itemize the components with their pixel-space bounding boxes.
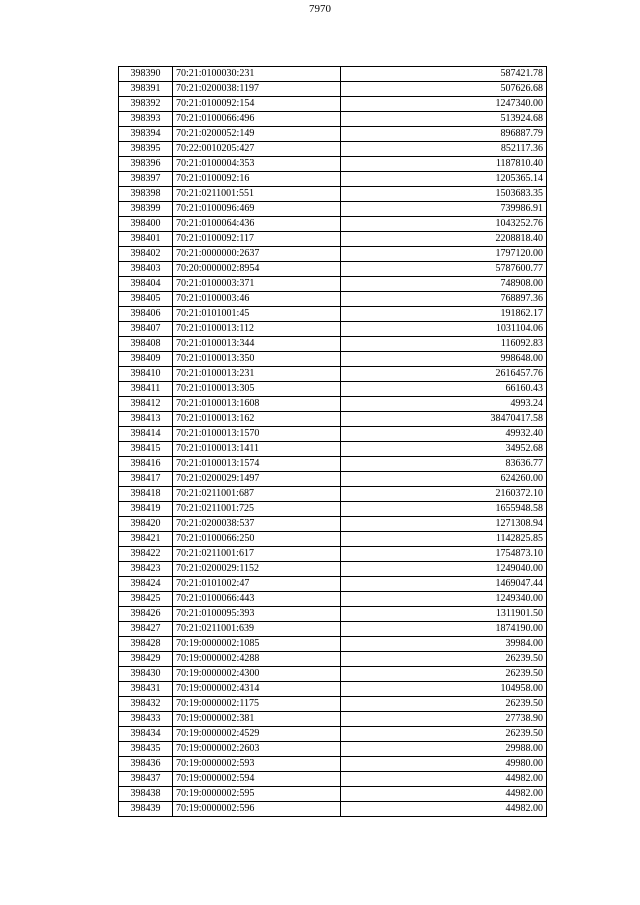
record-number-cell: 398415 bbox=[119, 442, 173, 457]
cadastral-number-cell: 70:21:0100013:162 bbox=[173, 412, 341, 427]
table-row bbox=[119, 67, 547, 82]
table-row bbox=[119, 142, 547, 157]
record-number-cell: 398396 bbox=[119, 157, 173, 172]
table-body bbox=[119, 67, 547, 817]
cadastral-number-cell: 70:21:0211001:725 bbox=[173, 502, 341, 517]
cadastral-value-table bbox=[118, 66, 547, 817]
cadastral-number-cell: 70:21:0200052:149 bbox=[173, 127, 341, 142]
cadastral-value-cell: 1187810.40 bbox=[341, 157, 547, 172]
table-row bbox=[119, 442, 547, 457]
cadastral-value-cell: 1043252.76 bbox=[341, 217, 547, 232]
cadastral-value-cell: 748908.00 bbox=[341, 277, 547, 292]
cadastral-number-cell: 70:21:0100013:1570 bbox=[173, 427, 341, 442]
record-number-cell: 398436 bbox=[119, 757, 173, 772]
cadastral-value-cell: 768897.36 bbox=[341, 292, 547, 307]
cadastral-value-cell: 26239.50 bbox=[341, 727, 547, 742]
cadastral-value-cell: 191862.17 bbox=[341, 307, 547, 322]
table-row bbox=[119, 712, 547, 727]
record-number-cell: 398402 bbox=[119, 247, 173, 262]
cadastral-number-cell: 70:21:0100066:443 bbox=[173, 592, 341, 607]
cadastral-number-cell: 70:21:0200029:1152 bbox=[173, 562, 341, 577]
cadastral-value-cell: 852117.36 bbox=[341, 142, 547, 157]
table-row bbox=[119, 577, 547, 592]
table-row bbox=[119, 157, 547, 172]
cadastral-value-cell: 739986.91 bbox=[341, 202, 547, 217]
record-number-cell: 398409 bbox=[119, 352, 173, 367]
table-row bbox=[119, 787, 547, 802]
table-row bbox=[119, 382, 547, 397]
cadastral-number-cell: 70:21:0211001:551 bbox=[173, 187, 341, 202]
record-number-cell: 398423 bbox=[119, 562, 173, 577]
cadastral-number-cell: 70:21:0101001:45 bbox=[173, 307, 341, 322]
table-row bbox=[119, 352, 547, 367]
table-row bbox=[119, 772, 547, 787]
table-row bbox=[119, 112, 547, 127]
record-number-cell: 398411 bbox=[119, 382, 173, 397]
cadastral-value-cell: 513924.68 bbox=[341, 112, 547, 127]
cadastral-value-cell: 26239.50 bbox=[341, 697, 547, 712]
cadastral-value-cell: 44982.00 bbox=[341, 787, 547, 802]
record-number-cell: 398421 bbox=[119, 532, 173, 547]
record-number-cell: 398390 bbox=[119, 67, 173, 82]
cadastral-number-cell: 70:21:0100013:350 bbox=[173, 352, 341, 367]
record-number-cell: 398394 bbox=[119, 127, 173, 142]
cadastral-number-cell: 70:21:0000000:2637 bbox=[173, 247, 341, 262]
record-number-cell: 398400 bbox=[119, 217, 173, 232]
table-row bbox=[119, 307, 547, 322]
cadastral-value-cell: 44982.00 bbox=[341, 802, 547, 817]
table-row bbox=[119, 127, 547, 142]
cadastral-number-cell: 70:19:0000002:1175 bbox=[173, 697, 341, 712]
record-number-cell: 398414 bbox=[119, 427, 173, 442]
record-number-cell: 398408 bbox=[119, 337, 173, 352]
cadastral-value-cell: 2160372.10 bbox=[341, 487, 547, 502]
table-row bbox=[119, 262, 547, 277]
cadastral-value-cell: 1754873.10 bbox=[341, 547, 547, 562]
cadastral-number-cell: 70:21:0100066:496 bbox=[173, 112, 341, 127]
record-number-cell: 398403 bbox=[119, 262, 173, 277]
cadastral-value-cell: 49980.00 bbox=[341, 757, 547, 772]
cadastral-number-cell: 70:21:0100092:16 bbox=[173, 172, 341, 187]
record-number-cell: 398420 bbox=[119, 517, 173, 532]
cadastral-value-cell: 2208818.40 bbox=[341, 232, 547, 247]
table-row bbox=[119, 592, 547, 607]
cadastral-value-cell: 507626.68 bbox=[341, 82, 547, 97]
record-number-cell: 398425 bbox=[119, 592, 173, 607]
table-row bbox=[119, 277, 547, 292]
cadastral-number-cell: 70:22:0010205:427 bbox=[173, 142, 341, 157]
record-number-cell: 398404 bbox=[119, 277, 173, 292]
cadastral-value-cell: 44982.00 bbox=[341, 772, 547, 787]
table-row bbox=[119, 517, 547, 532]
cadastral-value-cell: 1249340.00 bbox=[341, 592, 547, 607]
record-number-cell: 398395 bbox=[119, 142, 173, 157]
cadastral-value-cell: 38470417.58 bbox=[341, 412, 547, 427]
cadastral-number-cell: 70:21:0100066:250 bbox=[173, 532, 341, 547]
table-row bbox=[119, 532, 547, 547]
cadastral-number-cell: 70:21:0211001:639 bbox=[173, 622, 341, 637]
cadastral-number-cell: 70:21:0100003:371 bbox=[173, 277, 341, 292]
table-row bbox=[119, 412, 547, 427]
cadastral-number-cell: 70:19:0000002:595 bbox=[173, 787, 341, 802]
cadastral-value-cell: 27738.90 bbox=[341, 712, 547, 727]
table-row bbox=[119, 322, 547, 337]
record-number-cell: 398437 bbox=[119, 772, 173, 787]
table-row bbox=[119, 232, 547, 247]
cadastral-number-cell: 70:21:0100096:469 bbox=[173, 202, 341, 217]
cadastral-value-cell: 587421.78 bbox=[341, 67, 547, 82]
cadastral-number-cell: 70:19:0000002:4529 bbox=[173, 727, 341, 742]
table-row bbox=[119, 742, 547, 757]
cadastral-number-cell: 70:20:0000002:8954 bbox=[173, 262, 341, 277]
cadastral-number-cell: 70:21:0100004:353 bbox=[173, 157, 341, 172]
cadastral-number-cell: 70:19:0000002:4314 bbox=[173, 682, 341, 697]
record-number-cell: 398405 bbox=[119, 292, 173, 307]
table-row bbox=[119, 682, 547, 697]
table-row bbox=[119, 547, 547, 562]
cadastral-value-cell: 1655948.58 bbox=[341, 502, 547, 517]
cadastral-number-cell: 70:21:0100013:112 bbox=[173, 322, 341, 337]
cadastral-value-cell: 26239.50 bbox=[341, 652, 547, 667]
cadastral-number-cell: 70:21:0100013:305 bbox=[173, 382, 341, 397]
cadastral-value-cell: 26239.50 bbox=[341, 667, 547, 682]
cadastral-value-cell: 624260.00 bbox=[341, 472, 547, 487]
table-row bbox=[119, 757, 547, 772]
cadastral-value-cell: 49932.40 bbox=[341, 427, 547, 442]
cadastral-value-cell: 1797120.00 bbox=[341, 247, 547, 262]
cadastral-value-cell: 998648.00 bbox=[341, 352, 547, 367]
cadastral-value-cell: 29988.00 bbox=[341, 742, 547, 757]
cadastral-value-cell: 1874190.00 bbox=[341, 622, 547, 637]
cadastral-number-cell: 70:21:0200029:1497 bbox=[173, 472, 341, 487]
table-row bbox=[119, 97, 547, 112]
record-number-cell: 398406 bbox=[119, 307, 173, 322]
record-number-cell: 398426 bbox=[119, 607, 173, 622]
record-number-cell: 398417 bbox=[119, 472, 173, 487]
record-number-cell: 398438 bbox=[119, 787, 173, 802]
cadastral-number-cell: 70:21:0200038:1197 bbox=[173, 82, 341, 97]
record-number-cell: 398399 bbox=[119, 202, 173, 217]
cadastral-number-cell: 70:21:0100013:1608 bbox=[173, 397, 341, 412]
table-row bbox=[119, 487, 547, 502]
cadastral-value-cell: 1469047.44 bbox=[341, 577, 547, 592]
record-number-cell: 398401 bbox=[119, 232, 173, 247]
table-row bbox=[119, 367, 547, 382]
table-row bbox=[119, 397, 547, 412]
cadastral-value-cell: 1031104.06 bbox=[341, 322, 547, 337]
cadastral-number-cell: 70:21:0100092:154 bbox=[173, 97, 341, 112]
table-row bbox=[119, 472, 547, 487]
cadastral-value-cell: 896887.79 bbox=[341, 127, 547, 142]
table-row bbox=[119, 502, 547, 517]
record-number-cell: 398430 bbox=[119, 667, 173, 682]
table-row bbox=[119, 667, 547, 682]
cadastral-number-cell: 70:21:0100092:117 bbox=[173, 232, 341, 247]
cadastral-number-cell: 70:21:0100030:231 bbox=[173, 67, 341, 82]
cadastral-number-cell: 70:19:0000002:2603 bbox=[173, 742, 341, 757]
cadastral-value-cell: 34952.68 bbox=[341, 442, 547, 457]
table-row bbox=[119, 607, 547, 622]
cadastral-number-cell: 70:21:0211001:687 bbox=[173, 487, 341, 502]
record-number-cell: 398435 bbox=[119, 742, 173, 757]
cadastral-value-cell: 66160.43 bbox=[341, 382, 547, 397]
cadastral-number-cell: 70:21:0211001:617 bbox=[173, 547, 341, 562]
cadastral-value-cell: 1249040.00 bbox=[341, 562, 547, 577]
table-row bbox=[119, 172, 547, 187]
cadastral-value-cell: 2616457.76 bbox=[341, 367, 547, 382]
record-number-cell: 398410 bbox=[119, 367, 173, 382]
table-row bbox=[119, 427, 547, 442]
cadastral-value-cell: 4993.24 bbox=[341, 397, 547, 412]
record-number-cell: 398418 bbox=[119, 487, 173, 502]
table-row bbox=[119, 622, 547, 637]
table-row bbox=[119, 802, 547, 817]
record-number-cell: 398407 bbox=[119, 322, 173, 337]
cadastral-number-cell: 70:21:0100013:1411 bbox=[173, 442, 341, 457]
cadastral-value-cell: 5787600.77 bbox=[341, 262, 547, 277]
cadastral-number-cell: 70:21:0100013:231 bbox=[173, 367, 341, 382]
cadastral-number-cell: 70:19:0000002:594 bbox=[173, 772, 341, 787]
cadastral-number-cell: 70:21:0100095:393 bbox=[173, 607, 341, 622]
record-number-cell: 398416 bbox=[119, 457, 173, 472]
table-row bbox=[119, 217, 547, 232]
cadastral-value-cell: 1271308.94 bbox=[341, 517, 547, 532]
record-number-cell: 398439 bbox=[119, 802, 173, 817]
record-number-cell: 398427 bbox=[119, 622, 173, 637]
cadastral-number-cell: 70:19:0000002:596 bbox=[173, 802, 341, 817]
cadastral-value-cell: 39984.00 bbox=[341, 637, 547, 652]
table-row bbox=[119, 727, 547, 742]
record-number-cell: 398424 bbox=[119, 577, 173, 592]
cadastral-number-cell: 70:21:0101002:47 bbox=[173, 577, 341, 592]
record-number-cell: 398422 bbox=[119, 547, 173, 562]
cadastral-value-cell: 1247340.00 bbox=[341, 97, 547, 112]
page-number: 7970 bbox=[309, 3, 331, 15]
table-row bbox=[119, 292, 547, 307]
record-number-cell: 398392 bbox=[119, 97, 173, 112]
record-number-cell: 398393 bbox=[119, 112, 173, 127]
cadastral-value-cell: 1311901.50 bbox=[341, 607, 547, 622]
table-row bbox=[119, 562, 547, 577]
cadastral-number-cell: 70:21:0100003:46 bbox=[173, 292, 341, 307]
record-number-cell: 398419 bbox=[119, 502, 173, 517]
table-row bbox=[119, 637, 547, 652]
cadastral-number-cell: 70:19:0000002:4288 bbox=[173, 652, 341, 667]
record-number-cell: 398432 bbox=[119, 697, 173, 712]
table-row bbox=[119, 457, 547, 472]
table-row bbox=[119, 247, 547, 262]
cadastral-number-cell: 70:19:0000002:1085 bbox=[173, 637, 341, 652]
cadastral-number-cell: 70:19:0000002:381 bbox=[173, 712, 341, 727]
record-number-cell: 398433 bbox=[119, 712, 173, 727]
cadastral-number-cell: 70:21:0100013:344 bbox=[173, 337, 341, 352]
cadastral-number-cell: 70:19:0000002:4300 bbox=[173, 667, 341, 682]
cadastral-value-cell: 1503683.35 bbox=[341, 187, 547, 202]
table-row bbox=[119, 337, 547, 352]
cadastral-number-cell: 70:19:0000002:593 bbox=[173, 757, 341, 772]
table-row bbox=[119, 187, 547, 202]
cadastral-number-cell: 70:21:0100064:436 bbox=[173, 217, 341, 232]
record-number-cell: 398398 bbox=[119, 187, 173, 202]
record-number-cell: 398434 bbox=[119, 727, 173, 742]
table-row bbox=[119, 697, 547, 712]
record-number-cell: 398428 bbox=[119, 637, 173, 652]
cadastral-value-cell: 1205365.14 bbox=[341, 172, 547, 187]
cadastral-number-cell: 70:21:0100013:1574 bbox=[173, 457, 341, 472]
record-number-cell: 398391 bbox=[119, 82, 173, 97]
record-number-cell: 398413 bbox=[119, 412, 173, 427]
cadastral-value-cell: 1142825.85 bbox=[341, 532, 547, 547]
cadastral-value-cell: 83636.77 bbox=[341, 457, 547, 472]
table-row bbox=[119, 652, 547, 667]
record-number-cell: 398412 bbox=[119, 397, 173, 412]
table-row bbox=[119, 82, 547, 97]
record-number-cell: 398431 bbox=[119, 682, 173, 697]
cadastral-value-cell: 116092.83 bbox=[341, 337, 547, 352]
cadastral-value-cell: 104958.00 bbox=[341, 682, 547, 697]
record-number-cell: 398397 bbox=[119, 172, 173, 187]
record-number-cell: 398429 bbox=[119, 652, 173, 667]
cadastral-number-cell: 70:21:0200038:537 bbox=[173, 517, 341, 532]
table-row bbox=[119, 202, 547, 217]
